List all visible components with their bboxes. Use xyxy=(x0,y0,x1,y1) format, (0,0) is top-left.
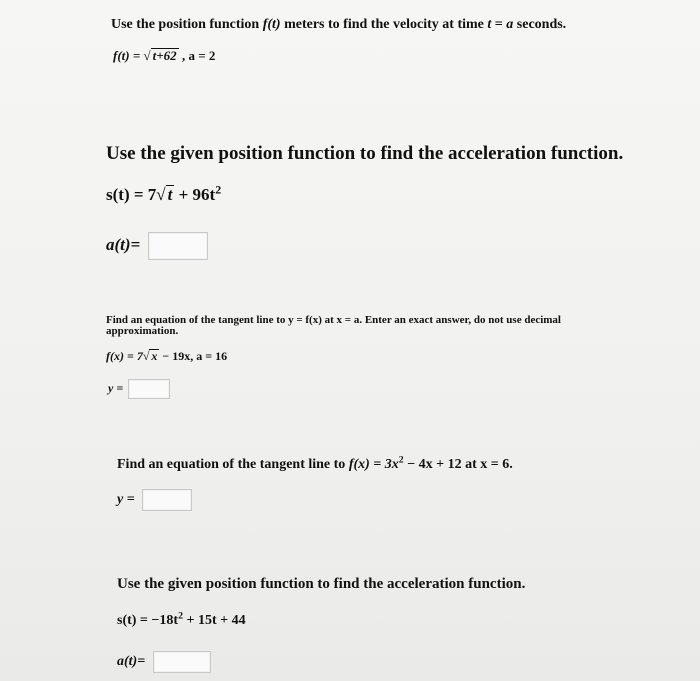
problem2-func-lhs: s(t) = 7 xyxy=(106,185,157,204)
problem4-func: f(x) = 3x xyxy=(348,457,399,472)
problem3-answer-input[interactable] xyxy=(128,379,170,399)
problem3-function xyxy=(106,349,227,364)
problem1-question-a: a xyxy=(506,17,514,32)
problem3-answer-row xyxy=(108,379,170,399)
problem2-radicand: t xyxy=(167,185,173,204)
sqrt-icon: √ xyxy=(143,48,151,63)
problem2-exponent: 2 xyxy=(215,182,222,197)
problem1-func-lhs: f(t) = xyxy=(113,48,144,63)
problem4-answer-label: y = xyxy=(117,492,135,508)
problem5-exponent: 2 xyxy=(178,610,183,622)
problem1-question-suffix: seconds. xyxy=(513,17,567,32)
sqrt-icon: √ xyxy=(142,349,150,363)
problem4-question-suffix: − 4x + 12 at x = 6. xyxy=(403,457,513,472)
problem3-func-rhs: − 19x, a = 16 xyxy=(159,349,228,363)
problem3-radicand: x xyxy=(151,349,158,363)
problem4-question-prefix: Find an equation of the tangent line to xyxy=(117,457,349,472)
problem1-question xyxy=(111,17,566,33)
problem5-func-rhs: + 15t + 44 xyxy=(182,613,246,628)
problem3-func-lhs: f(x) = 7 xyxy=(106,349,143,363)
problem5-question: Use the given position function to find the acceleration function. xyxy=(117,576,526,592)
problem4-answer-input[interactable] xyxy=(142,489,192,511)
problem1-question-eq: = xyxy=(491,17,507,32)
problem2-question: Use the given position function to find the acceleration function. xyxy=(106,143,624,164)
problem5-function xyxy=(117,610,246,629)
problem5-answer-input[interactable] xyxy=(153,651,211,673)
problem2-answer-row xyxy=(106,232,208,260)
problem3-answer-label: y = xyxy=(108,380,124,395)
problem2-func-rhs: + 96t xyxy=(174,185,216,204)
problem1-radicand: t+62 xyxy=(152,48,177,63)
sqrt-icon: √ xyxy=(156,185,166,204)
problem1-question-func: f(t) xyxy=(262,17,281,32)
problem5-func-lhs: s(t) = −18t xyxy=(117,613,179,628)
problem3-question-line2: approximation. xyxy=(106,325,179,337)
problem2-answer-input[interactable] xyxy=(148,232,208,260)
problem1-function xyxy=(113,48,215,64)
problem4-exponent: 2 xyxy=(398,454,404,466)
problem2-answer-label: a(t)= xyxy=(106,234,141,254)
problem1-a-value: , a = 2 xyxy=(181,48,216,63)
problem4-question xyxy=(117,454,513,473)
problem1-question-mid: meters to find the velocity at time xyxy=(280,17,488,32)
problem5-answer-row xyxy=(117,651,211,673)
problem1-question-prefix: Use the position function xyxy=(111,17,263,32)
problem4-answer-row xyxy=(117,489,192,511)
problem5-answer-label: a(t)= xyxy=(117,654,146,670)
problem2-function xyxy=(106,182,222,205)
problem3-question-line1: Find an equation of the tangent line to y = f(x) at x = a. Enter an exact answer, do not use decimal xyxy=(106,314,561,326)
problem1-question-var: t xyxy=(487,17,492,32)
